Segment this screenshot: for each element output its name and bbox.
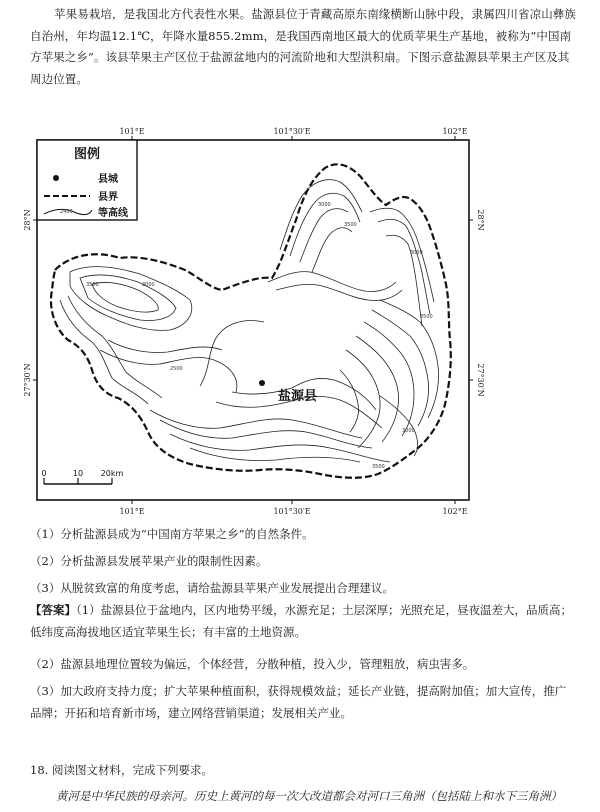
contour-label-7: 3500 bbox=[420, 314, 433, 320]
contour-label-2: 3000 bbox=[142, 282, 155, 288]
legend-county-seat: 县城 bbox=[98, 174, 118, 185]
legend-contour: 等高线 bbox=[98, 208, 128, 219]
lon-bottom-2: 101°30′E bbox=[273, 507, 311, 516]
question-18-prompt: 阅读图文材料，完成下列要求。 bbox=[51, 763, 213, 777]
contour-label-3: 2500 bbox=[170, 366, 183, 372]
lon-bottom-3: 102°E bbox=[442, 507, 468, 516]
answer-tag: 【答案】 bbox=[30, 603, 76, 617]
answer-1-text: （1）盐源县位于盆地内，区内地势平缓，水源充足；土层深厚；光照充足，昼夜温差大，品质高；低纬度高海拔地区适宜苹果生长；有丰富的土地资源。 bbox=[30, 603, 573, 639]
question-2: （2）分析盐源县发展苹果产业的限制性因素。 bbox=[30, 554, 268, 568]
lon-top-2: 101°30′E bbox=[273, 127, 311, 136]
scale-label-mid: 10 bbox=[72, 469, 84, 478]
contour-label-4: 3000 bbox=[318, 202, 331, 208]
county-seat-marker bbox=[259, 380, 265, 386]
contour-label-8: 3000 bbox=[402, 428, 415, 434]
question-18-number: 18. bbox=[30, 763, 49, 777]
lon-bottom-1: 101°E bbox=[119, 507, 145, 516]
answer-3: （3）加大政府支持力度；扩大苹果种植面积，获得规模效益；延长产业链，提高附加值；加大宣传，推广品牌；开拓和培育新市场，建立网络营销渠道；发展相关产业。 bbox=[30, 684, 567, 720]
question-1: （1）分析盐源县成为“中国南方苹果之乡”的自然条件。 bbox=[30, 527, 314, 541]
question-18-header bbox=[30, 762, 213, 778]
question-3: （3）从脱贫致富的角度考虑，请给盐源县苹果产业发展提出合理建议。 bbox=[30, 581, 394, 595]
lon-top-1: 101°E bbox=[119, 127, 145, 136]
intro-paragraph: 苹果易栽培，是我国北方代表性水果。盐源县位于青藏高原东南缘横断山脉中段，隶属四川省凉山彝族自治州，年均温12.1℃，年降水量855.2mm，是我国西南地区最大的优质苹果生产基地，被称为“中国南方苹果之乡”。该县苹果主产区位于盐源盆地内的河流阶地和大型洪积扇。下图示意盐源县苹果主产区及其周边位置。 bbox=[30, 7, 576, 86]
lat-right-2: 27°30′N bbox=[476, 363, 485, 397]
contour-label-5: 3500 bbox=[344, 222, 357, 228]
county-seat-dot-icon bbox=[53, 175, 59, 181]
scale-label-zero: 0 bbox=[41, 469, 47, 478]
contour-label-6: 3000 bbox=[410, 250, 423, 256]
lat-left-2: 27°30′N bbox=[23, 363, 32, 397]
county-name-label: 盐源县 bbox=[278, 389, 318, 404]
lon-top-3: 102°E bbox=[442, 127, 468, 136]
legend-county-boundary: 县界 bbox=[98, 192, 118, 203]
answer-1 bbox=[30, 600, 575, 643]
lat-right-1: 28°N bbox=[476, 209, 485, 231]
map-legend bbox=[37, 140, 137, 220]
scale-label-end: 20km bbox=[100, 469, 124, 478]
lat-left-1: 28°N bbox=[23, 209, 32, 231]
contour-label-9: 3500 bbox=[372, 464, 385, 470]
legend-contour-sample: 2400 bbox=[60, 209, 73, 215]
legend-title: 图例 bbox=[74, 147, 101, 162]
answer-2: （2）盐源县地理位置较为偏远，个体经营，分散种植，投入少，管理粗放，病虫害多。 bbox=[30, 657, 475, 671]
question-18-text: 黄河是中华民族的母亲河。历史上黄河的每一次大改道都会对河口三角洲（包括陆上和水下三角洲） bbox=[56, 789, 562, 803]
contour-label-1: 3500 bbox=[86, 282, 99, 288]
